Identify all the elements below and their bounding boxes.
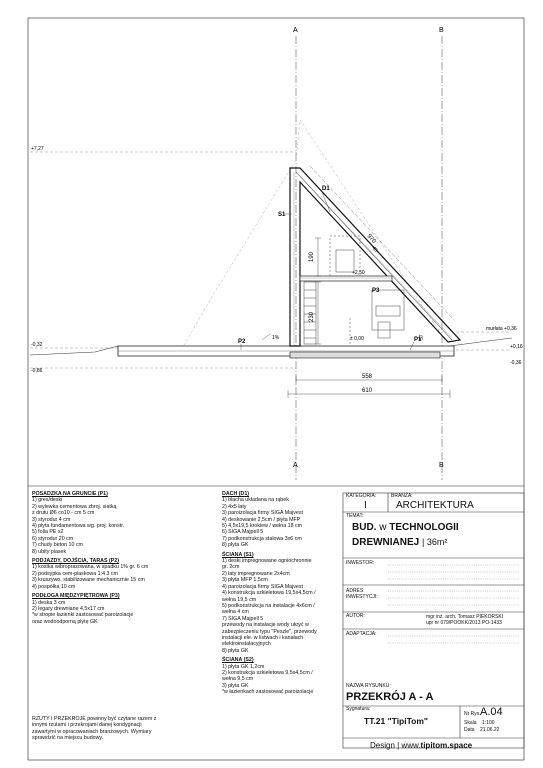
temat-area: | 36m² (422, 537, 448, 547)
dim-45: 45 (370, 245, 379, 254)
legend-p1-item: 4) płyta fundamentowa wg. proj. konstr. (32, 523, 125, 530)
dim-970: 970 (365, 233, 377, 245)
legend-s2-item: wełna 9,5 cm (222, 676, 254, 683)
legend-s1-item: zabezpieczeniu typu "Peszle", przewody (222, 628, 317, 635)
legend-d1-item: 8) płyta GK (222, 542, 249, 549)
legend-note (32, 716, 156, 742)
branza-value: ARCHITEKTURA (396, 500, 474, 511)
level-below-left: -0,86 (31, 368, 43, 374)
legend-s2-item: 2) konstrukcja szkieletowa 9,5x4,5cm / (222, 669, 313, 676)
legend-p2-item: 1) kostka wibroprasowana, w spadku 1% gr. 6 cm (32, 564, 149, 571)
legend-p3-title: PODŁOGA MIĘDZYPIĘTROWA (P3) (32, 593, 120, 600)
legend-p2-item: 4) pospółka 10 cm (32, 583, 76, 590)
legend-s1-item: 1) deski impregnowane ogniochronnie (222, 558, 312, 565)
legend-s1-item: 4) konstrukcja szkieletowa 19,5x4,5cm / (222, 590, 316, 597)
inwestor-label: INWESTOR: (346, 560, 375, 566)
footer-credit (370, 742, 472, 750)
legend-s2-title: ŚCIANA (S2) (222, 657, 254, 664)
nr-label: Nr Rys. (464, 711, 481, 717)
tag-p1: P1 (414, 337, 422, 343)
note-line: sprawdzić na miejscu budowy. (32, 735, 104, 742)
autor-label: AUTOR: (346, 613, 365, 619)
dim-558: 558 (362, 374, 373, 380)
legend-p3-item: 2) legary drewniane 4,5x17 cm (32, 605, 105, 612)
level-right-1: +0,16 (510, 344, 523, 350)
legend-p1-item: 8) ubity piasek (32, 548, 67, 555)
legend-s1-item: 8) płyta GK (222, 647, 249, 654)
legend-s1-item: 7) SIGA Majpell 5 (222, 615, 264, 622)
legend-s1-item: wełna 4 cm (222, 609, 249, 616)
legend-s1-item: elektroinstalacyjnych (222, 641, 271, 648)
nazwa-label: NAZWA RYSUNKU: (346, 683, 391, 689)
legend-d1-item: 7) podkonstrukcja stalowa 3x6 cm (222, 535, 302, 542)
autor-name: mgr inż. arch. Tomasz PIEKORSKI (426, 614, 504, 620)
legend-d1-item: 5) 4,5x19,5 krokiew / wełna 18 cm (222, 523, 303, 530)
tag-p3: P3 (372, 288, 380, 294)
level-right-2: -0,36 (510, 360, 522, 366)
tag-p2: P2 (238, 339, 246, 345)
legend-p1-item: 2) wylewka cementowa zbroj. siatką (32, 503, 117, 510)
legend-p3-item: *w stropie łazienki zastosować paroizolacje (32, 612, 134, 619)
adres-label: ADRES INWESTYCJI: (346, 588, 378, 600)
temat-w: w (379, 522, 387, 533)
level-mezzanine: +2,50 (352, 270, 365, 276)
axis-b-top: B (439, 27, 444, 34)
autor-license: upr nr 079/POOKK/2013 PO-1433 (426, 620, 502, 626)
legend-p1-item: 1) gres/deski (32, 497, 63, 504)
slope-label: 1% (272, 335, 280, 341)
legend-col-1 (32, 491, 148, 625)
legend-s2-item: 1) płyta GK 1,2cm (222, 663, 265, 670)
roof-dim-line (310, 166, 454, 320)
temat-technologii: TECHNOLOGII (389, 522, 459, 533)
adaptacja-label: ADAPTACJA: (346, 631, 377, 637)
interior-fixtures (304, 236, 404, 344)
legend-p1-item: 7) chudy beton 10 cm (32, 542, 83, 549)
legend-s1-item: 2) łaty impregnowane 2x4cm (222, 570, 290, 577)
temat-label: TEMAT: (346, 513, 364, 519)
temat-bud: BUD. (352, 522, 377, 533)
kategoria-value: I (364, 500, 367, 511)
level-top: +7,27 (31, 146, 44, 152)
legend-p3-item: oraz wodoodporną płytę GK (32, 618, 98, 625)
legend-s1-title: ŚCIANA (S1) (222, 551, 254, 558)
dim-230: 230 (309, 311, 315, 322)
footer-site: tipitom.space (420, 741, 473, 750)
legend-d1-item: 3) paroizolacja firmy SIGA Majvest (222, 510, 303, 517)
legend-s1-item: wełna 19,5 cm (222, 596, 257, 603)
temat-line-1 (352, 523, 459, 533)
legend-col-2 (222, 491, 317, 696)
axis-b-bottom: B (439, 462, 444, 469)
legend-p1-title: POSADZKA NA GRUNCIE (P1) (32, 491, 108, 497)
dim-190: 190 (309, 251, 315, 262)
level-floor: ± 0,00 (350, 336, 364, 342)
legend-p2-item: 3) kruszywo, stabilizowane mechanicznie 15 cm (32, 577, 145, 584)
temat-line-2 (352, 538, 447, 548)
legend-d1-item: 6) SIGA Majpell 5 (222, 529, 264, 536)
skala-value: 1:100 (482, 720, 495, 726)
branza-label: BRANŻA: (391, 493, 413, 499)
axis-a-top: A (293, 27, 298, 34)
legend-d1-item: 1) blacha układana na rąbek (222, 497, 289, 504)
nr-value: A.04 (480, 706, 503, 718)
legend-p3-item: 1) deska 3 cm (32, 599, 66, 606)
legend-p1-item: 3) styrodur 4 cm (32, 516, 71, 523)
tag-d1: D1 (322, 186, 330, 192)
footer-design: Design | www. (370, 741, 421, 750)
temat-drewnianej: DREWNIANEJ (352, 537, 420, 548)
legend-s2-item: *w łazienkach zastosować paroizolacje (222, 689, 314, 696)
legend-s1-item: 5) podkonstrukcja na instalacje 4x6cm / (222, 602, 315, 609)
legend-s1-item: przewody na instalacje wody ukryć w (222, 622, 309, 629)
data-value: 21.06.22 (480, 727, 500, 733)
skala-label: Skala (464, 720, 477, 726)
dim-610: 610 (362, 388, 373, 394)
legend-p2-title: PODJAZDY, DOJŚCIA, TARAS (P2) (32, 558, 120, 565)
legend-p1-item: 6) styrodur 20 cm (32, 535, 74, 542)
legend-p2-item: 2) podsypka cem-piaskowa 1:4 3 cm (32, 570, 118, 577)
note-line: zawartymi w opracowaniach branżowych. Wymiary (32, 728, 152, 735)
sygnatura-label: Sygnatura: (346, 706, 371, 712)
legend-s1-item: gr. 2cm (222, 564, 240, 571)
note-line: innymi rzutami i przekrojami danej kondygnacji (32, 722, 142, 729)
legend-d1-item: 2) 4x5 łaty (222, 503, 247, 510)
kategoria-label: KATEGORIA: (346, 493, 377, 499)
legend-s1-item: instalacji ele. w listwach i kanałach (222, 634, 304, 641)
note-line: RZUTY I PRZEKROJE powinny być czytane razem z (32, 716, 157, 722)
drawing-name: PRZEKRÓJ A - A (346, 691, 434, 703)
tag-s1: S1 (278, 212, 286, 218)
legend-s2-item: 3) płyta GK (222, 682, 249, 689)
foundation-core (290, 352, 440, 358)
legend-s1-item: 3) płyta MFP 1,5cm (222, 577, 268, 584)
legend-p1-item: 5) folia PE x2 (32, 529, 64, 536)
titleblock-dotted (388, 565, 520, 643)
legend-d1-title: DACH (D1) (222, 491, 250, 497)
level-ground-left: -0,32 (31, 342, 43, 348)
data-label: Data (464, 727, 475, 733)
sygnatura-value: TT.21 "TipiTom" (364, 716, 428, 726)
level-murlata: murłata +0,36 (486, 326, 517, 332)
legend-p1-item: z drutu Ø6 co10 - cm 5 cm (32, 510, 95, 517)
mezzanine-floor (300, 276, 392, 281)
legend-s1-item: 4) paroizolacja firmy SIGA Majvest (222, 583, 303, 590)
axis-a-bottom: A (293, 462, 298, 469)
legend-d1-item: 4) deskowanie 2,5cm / płyta MFP (222, 516, 301, 523)
dim-57: 57 (419, 334, 425, 340)
